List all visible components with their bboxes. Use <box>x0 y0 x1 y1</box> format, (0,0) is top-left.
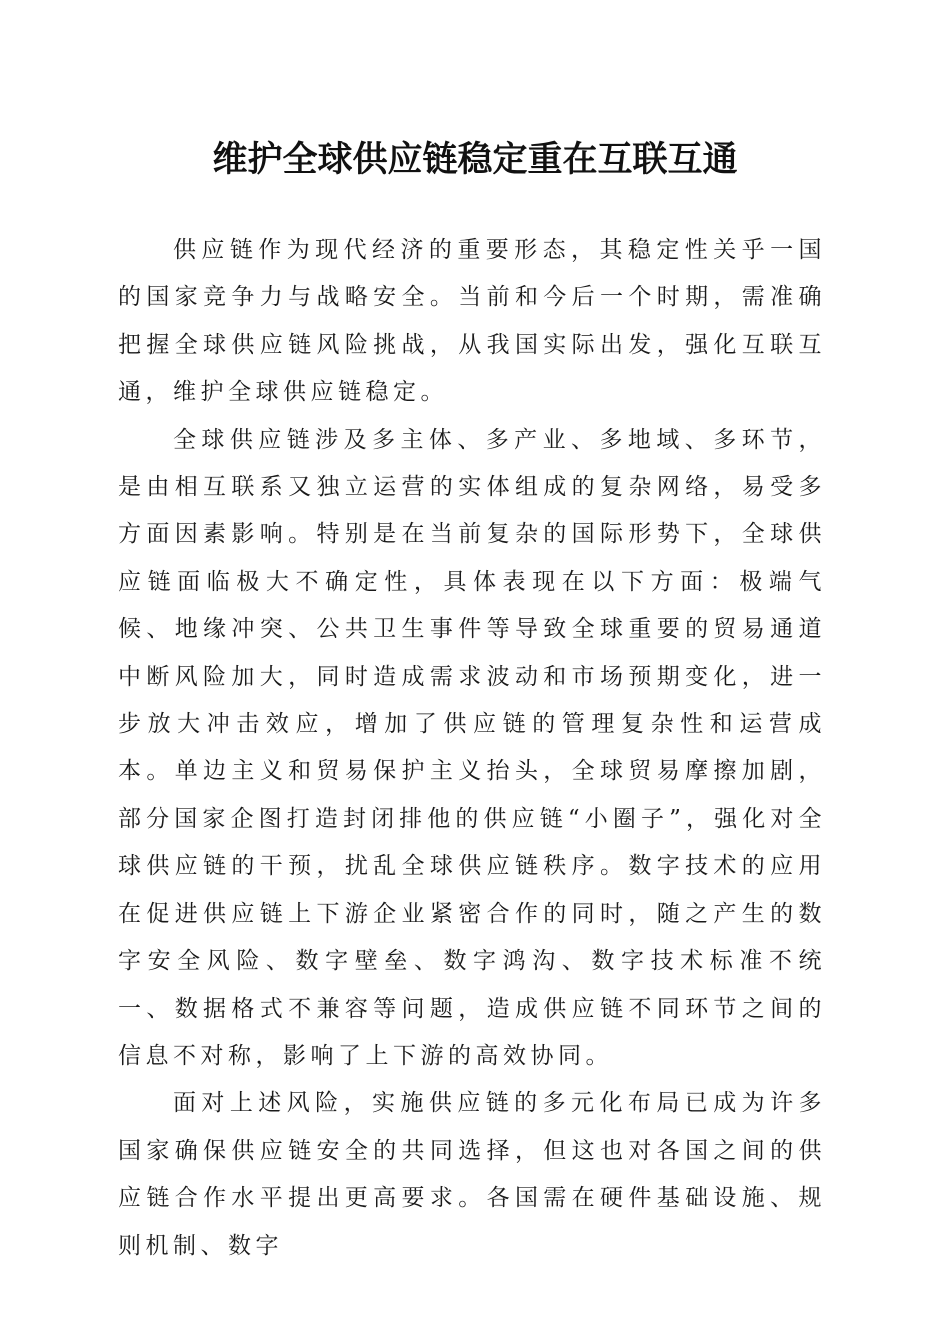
paragraph-2: 全球供应链涉及多主体、多产业、多地域、多环节，是由相互联系又独立运营的实体组成的复杂网络，易受多方面因素影响。特别是在当前复杂的国际形势下，全球供应链面临极大不确定性，具体表现在以下方面：极端气候、地缘冲突、公共卫生事件等导致全球重要的贸易通道中断风险加大，同时造成需求波动和市场预期变化，进一步放大冲击效应，增加了供应链的管理复杂性和运营成本。单边主义和贸易保护主义抬头，全球贸易摩擦加剧，部分国家企图打造封闭排他的供应链“小圈子”，强化对全球供应链的干预，扰乱全球供应链秩序。数字技术的应用在促进供应链上下游企业紧密合作的同时，随之产生的数字安全风险、数字壁垒、数字鸿沟、数字技术标准不统一、数据格式不兼容等问题，造成供应链不同环节之间的信息不对称，影响了上下游的高效协同。 <box>118 426 826 1069</box>
paragraph-3: 面对上述风险，实施供应链的多元化布局已成为许多国家确保供应链安全的共同选择，但这也对各国之间的供应链合作水平提出更高要求。各国需在硬件基础设施、规则机制、数字 <box>118 1090 826 1259</box>
document-body <box>118 227 826 1270</box>
paragraph-1: 供应链作为现代经济的重要形态，其稳定性关乎一国的国家竞争力与战略安全。当前和今后一个时期，需准确把握全球供应链风险挑战，从我国实际出发，强化互联互通，维护全球供应链稳定。 <box>118 237 826 406</box>
document-title: 维护全球供应链稳定重在互联互通 <box>212 139 738 180</box>
